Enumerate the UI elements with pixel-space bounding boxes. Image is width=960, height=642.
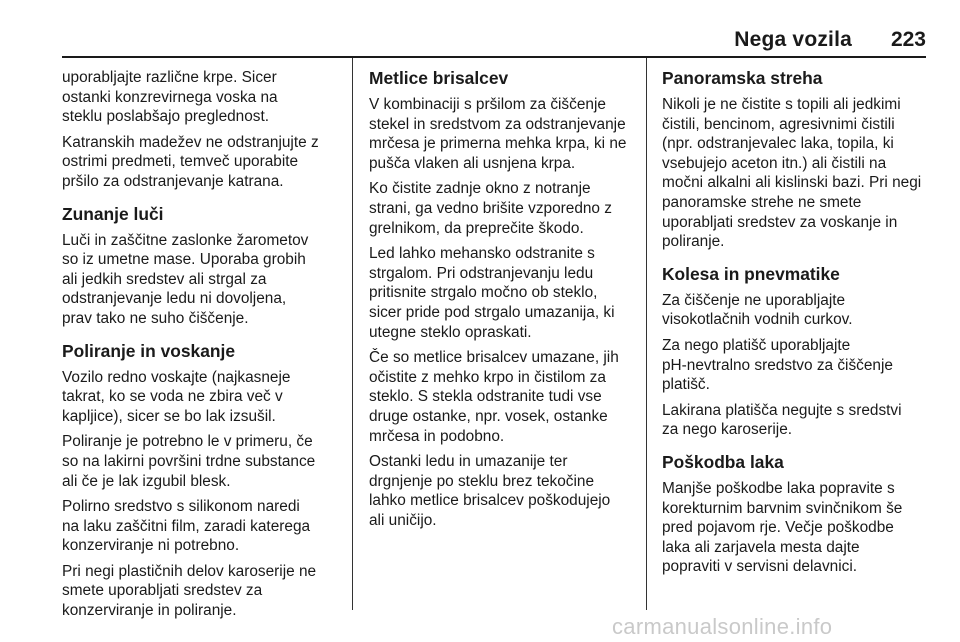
heading-wiper-blades: Metlice brisalcev	[369, 68, 509, 88]
paragraph: Manjše poškodbe laka popravite s korekturnim barvnim svinčnikom še pred pojavom rje. Večje poškodbe laka ali zarjavela mesta dajte popraviti v servisni delavnici.	[662, 479, 903, 576]
heading-polishing-waxing: Poliranje in voskanje	[62, 340, 236, 361]
paragraph: Lakirana platišča negujte s sredstvi za nego karoserije.	[662, 401, 902, 439]
paragraph: Če so metlice brisalcev umazane, jih očistite z mehko krpo in čistilom za steklo. S stekla odstranite tudi vse druge ostanke, npr. vosek, ostanke mrčesa in podobno.	[369, 349, 619, 445]
heading-exterior-lights: Zunanje luči	[62, 203, 164, 224]
paragraph: Led lahko mehansko odstranite s strgalom. Pri odstranjevanju ledu pritisnite strgalo močno ob steklo, sicer pride pod strgalo umazanija, ki utegne steklo opraskati.	[369, 245, 615, 341]
column-3	[662, 68, 930, 583]
column-divider-1	[352, 58, 353, 610]
paragraph: Pri negi plastičnih delov karoserije ne smete uporabljati sredstev za konzerviranje in poliranje.	[62, 562, 317, 620]
heading-wheels-tyres: Kolesa in pnevmatike	[662, 263, 840, 284]
paragraph: Ostanki ledu in umazanije ter drgnjenje po steklu brez tekočine lahko metlice brisalcev poškodujejo ali uničijo.	[369, 453, 611, 529]
paragraph: V kombinaciji s pršilom za čiščenje stekel in sredstvom za odstranjevanje mrčesa je primerna mehka krpa, ki ne pušča vlaken ali usnjena krpa.	[369, 96, 627, 172]
section-title: Nega vozila	[734, 28, 852, 51]
header-rule	[62, 56, 926, 58]
paragraph: Za nego platišč uporabljajte pH-nevtralno sredstvo za čiščenje platišč.	[662, 336, 893, 394]
column-1	[62, 68, 342, 627]
paragraph: Poliranje je potrebno le v primeru, če so na lakirni površini trdne substance ali če je lak izgubil blesk.	[62, 433, 316, 490]
paragraph: Vozilo redno voskajte (najkasneje takrat, ko se voda ne zbira več v kapljice), sicer se bo lak izsušil.	[62, 368, 291, 425]
paragraph: Ko čistite zadnje okno z notranje strani, ga vedno brišite vzporedno z grelnikom, da preprečite škodo.	[369, 180, 612, 237]
heading-paint-damage: Poškodba laka	[662, 451, 784, 472]
column-divider-2	[646, 58, 647, 610]
paragraph: Katranskih madežev ne odstranjujte z ostrimi predmeti, temveč uporabite pršilo za odstranjevanje katrana.	[62, 133, 319, 190]
watermark: carmanualsonline.info	[612, 614, 833, 639]
column-2	[369, 68, 637, 536]
paragraph: Nikoli je ne čistite s topili ali jedkimi čistili, bencinom, agresivnimi čistili (npr. odstranjevalec laka, topila, ki vsebujejo aceton itn.) ali čistili na močni alkalni ali kislinski bazi. Pri negi panoramske strehe ne smete uporabljati sredstev za voskanje in poliranje.	[662, 96, 922, 251]
heading-panoramic-roof: Panoramska streha	[662, 68, 823, 88]
paragraph: Luči in zaščitne zaslonke žarometov so iz umetne mase. Uporaba grobih ali jedkih sredstev ali strgal za odstranjevanje ledu ni dovoljena, prav tako ne suho čiščenje.	[62, 231, 309, 327]
paragraph: Za čiščenje ne uporabljajte visokotlačnih vodnih curkov.	[662, 291, 853, 329]
page-number: 223	[890, 28, 926, 51]
paragraph: uporabljajte različne krpe. Sicer ostanki konzrevirnega voska na steklu poslabšajo preglednost.	[62, 69, 278, 126]
page-header	[62, 0, 926, 58]
paragraph: Polirno sredstvo s silikonom naredi na laku zaščitni film, zaradi katerega konzerviranje ni potrebno.	[62, 498, 311, 555]
